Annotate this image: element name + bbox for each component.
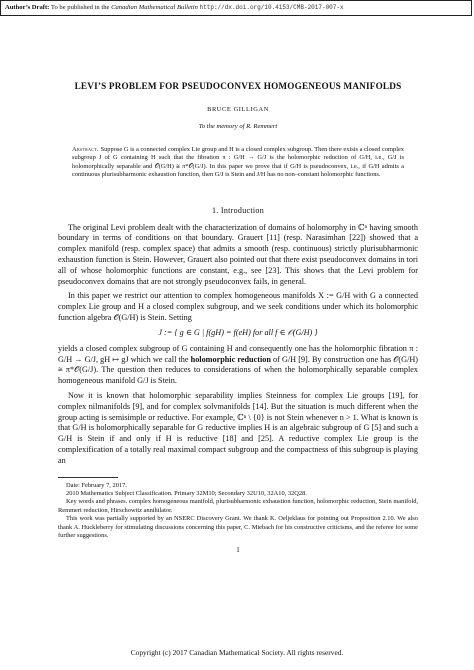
paragraph-1: The original Levi problem dealt with the characterization of domains of holomorphy in ℂⁿ having smooth boundary in terms of conditions on that boundary. Grauert [11] (resp. Narasimhan [22]) showed that a complex manifold (resp. complex space) that admits a smooth (resp. continuous) strictly plurisubharmonic exhaustion function is Stein. However, Grauert also pointed out that there exist pseudoconvex domains in tori all of whose holomorphic functions are constant, e.g., see [23]. This shows that the Levi problem for pseudoconvex domains that are not strongly pseudoconvex fails, in general. [58,222,418,286]
copyright-notice: Copyright (c) 2017 Canadian Mathematical Society. All rights reserved. [130,648,344,657]
doi-link[interactable]: http://dx.doi.org/10.4153/CMB-2017-007-x [199,4,344,11]
draft-label: Author’s Draft: [5,4,50,11]
paper-page [58,80,418,554]
paragraph-3-start: yields a closed complex subgroup of G containing H and consequently one has the holomorphic fibration π : G/H → G/J, gH ↦ gJ which we call the [58,343,418,364]
section-heading: 1. Introduction [211,205,265,215]
paragraph-4: Now it is known that holomorphic separability implies Steinness for complex Lie groups [19], for complex nilmanifolds [9], and for complex solvmanifolds [14]. But the situation is much different when the group acting is semisimple or reductive. For example, ℂⁿ \ {0} is not Stein whenever n > 1. What is known is that G/H is holomorphically separable for G reductive implies H is an algebraic subgroup of G [5] and such a G/H is Stein if and only if H is reductive [18] and [25]. A reductive complex Lie group is the complexification of a totally real maximal compact subgroup and the compactness of this subgroup is playing an [58,390,418,465]
formula-j: J := { g ∈ G | f(gH) = f(eH) for all f ∈ 𝒪(G/H) } [158,327,318,337]
abstract-text: Suppose G is a connected complex Lie group and H is a closed complex subgroup. Then there exists a closed complex subgroup J of G containing H such that the fibration π : G/H → G/J is the holomorphic reduction of G/H, i.e., G/J is holomorphically separable and 𝒪(G/H) ≅ π*𝒪(G/J). In this paper we prove that if G/H is pseudoconvex, i.e., if G/H admits a continuous plurisubharmonic exhaustion function, then G/J is Stein and J/H has no non–constant holomorphic functions. [72,146,405,179]
paper-title: LEVI’S PROBLEM FOR PSEUDOCONVEX HOMOGENEOUS MANIFOLDS [74,81,402,91]
page-number: 1 [236,546,240,555]
journal-name: Canadian Mathematical Bulletin [111,4,198,11]
paragraph-3-end: of G/H [9]. By construction one has 𝒪(G/H) ≅ π*𝒪(G/J). The question then reduces to considerations of when the holomorphically separable complex homogeneous manifold G/J is Stein. [58,354,418,386]
abstract [72,146,404,180]
paragraph-2: In this paper we restrict our attention to complex homogeneous manifolds X := G/H with G a connected complex Lie group and H a closed complex subgroup, and we seek conditions under which its holomorphic function algebra 𝒪(G/H) is Stein. Setting [58,291,418,322]
paper-author: BRUCE GILLIGAN [207,106,269,113]
authors-draft-banner [0,0,472,16]
footnote-date: Date: February 7, 2017. [66,481,127,489]
draft-text: To be published in the [50,4,110,11]
dedication: To the memory of R. Remmert [198,123,278,130]
footnote-rule [58,477,118,478]
footnotes [58,482,418,541]
paragraph-3 [58,344,418,387]
footnote-acknowledgement: This work was partially supported by an NSERC Discovery Grant. We thank K. Oeljeklaus for pointing out Proposition 2.10. We also thank A. Huckleberry for stimulating discussions concerning this paper, C. Miebach for his constructive criticisms, and the referee for some further suggestions. [58,515,418,539]
footnote-keywords: Key words and phrases. complex homogeneous manifold, plurisubharmonic exhaustion function, holomorphic reduction, Stein manifold, Remmert reduction, Hirschowitz annihilator. [58,498,418,514]
footnote-msc: 2010 Mathematics Subject Classification. Primary 32M10; Secondary 32U10, 32A10, 32Q28. [66,489,307,497]
holomorphic-reduction-term: holomorphic reduction [190,354,271,364]
abstract-label: Abstract. [72,146,99,153]
